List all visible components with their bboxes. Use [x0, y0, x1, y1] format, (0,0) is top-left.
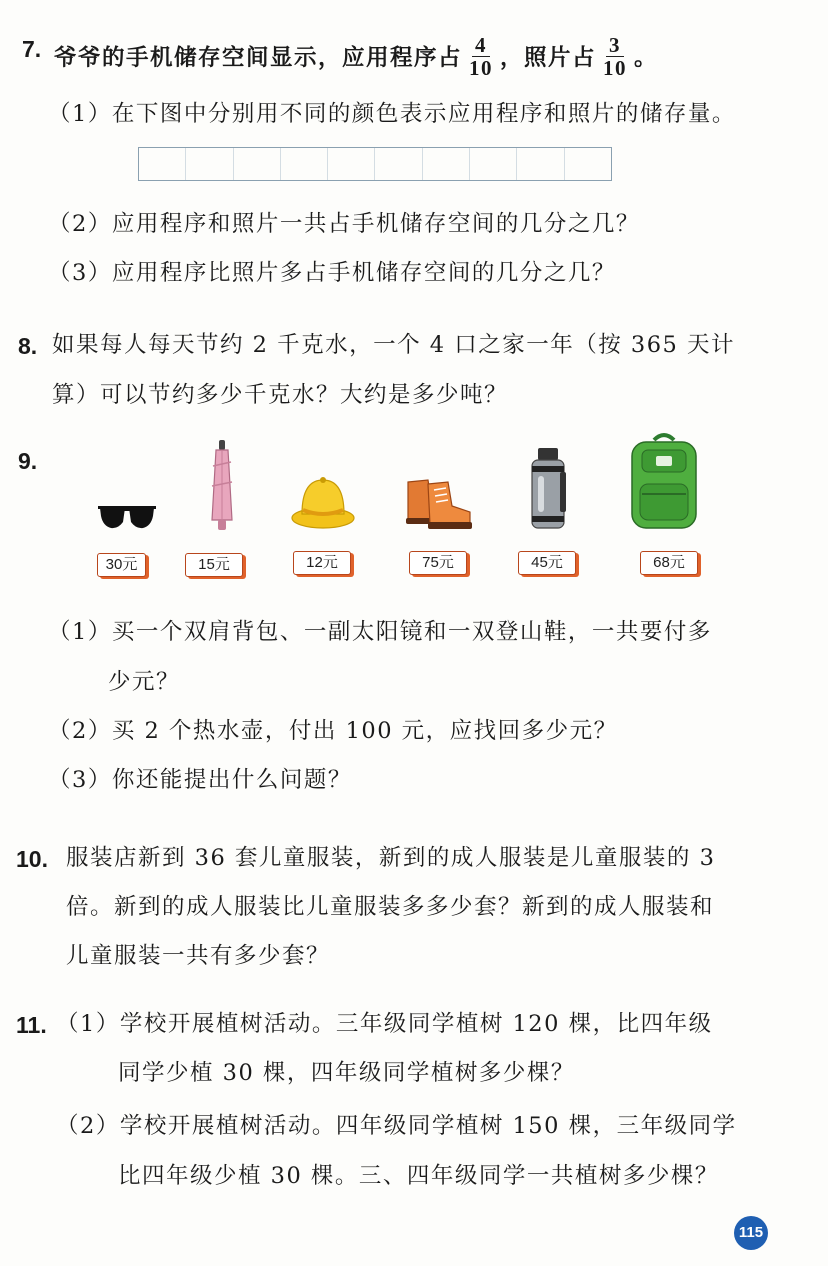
question-8-number: 8. [18, 333, 38, 359]
question-7-part-1: （1）在下图中分别用不同的颜色表示应用程序和照片的储存量。 [48, 101, 736, 127]
question-10-line-2: 倍。新到的成人服装比儿童服装多多少套？新到的成人服装和 [66, 894, 715, 920]
fraction-apps-numerator: 4 [472, 34, 490, 57]
question-7-number: 7. [22, 36, 42, 62]
storage-cell[interactable] [470, 148, 517, 180]
page-number: 115 [734, 1216, 768, 1250]
question-9-part-1-line-2: 少元？ [108, 669, 181, 695]
question-11-part-2-line-2: 比四年级少植 30 棵。三、四年级同学一共植树多少棵？ [118, 1163, 719, 1189]
question-9-part-3: （3）你还能提出什么问题？ [48, 767, 352, 793]
storage-cell[interactable] [375, 148, 422, 180]
question-11-number: 11. [16, 1012, 47, 1038]
question-9-part-1-line-1: （1）买一个双肩背包、一副太阳镜和一双登山鞋，一共要付多 [48, 619, 712, 645]
question-10-line-3: 儿童服装一共有多少套？ [66, 943, 331, 969]
fraction-photos-numerator: 3 [606, 34, 624, 57]
hat-icon [290, 474, 356, 530]
question-7-stem-part-a: 爷爷的手机储存空间显示，应用程序占 [54, 45, 463, 71]
fraction-photos [600, 34, 630, 79]
question-7-stem-part-b: ，照片占 [500, 45, 597, 71]
storage-cell[interactable] [234, 148, 281, 180]
sunglasses-icon [98, 502, 156, 532]
fraction-apps-denominator: 10 [469, 55, 494, 80]
fraction-apps [466, 34, 496, 79]
question-7-part-2: （2）应用程序和照片一共占手机储存空间的几分之几？ [48, 211, 640, 237]
question-10-number: 10. [16, 846, 48, 872]
fraction-photos-denominator: 10 [603, 55, 628, 80]
storage-cell[interactable] [281, 148, 328, 180]
price-tag-backpack: 68元 [640, 551, 698, 575]
price-tag-thermos: 45元 [518, 551, 576, 575]
storage-cell[interactable] [139, 148, 186, 180]
price-tag-umbrella: 15元 [185, 553, 243, 577]
question-10-line-1: 服装店新到 36 套儿童服装，新到的成人服装是儿童服装的 3 [66, 845, 716, 871]
question-11-part-1-line-1: （1）学校开展植树活动。三年级同学植树 120 棵，比四年级 [56, 1011, 713, 1037]
question-7-stem-part-c: 。 [634, 45, 659, 71]
question-7-stem [54, 28, 658, 84]
question-8-line-2: 算）可以节约多少千克水？大约是多少吨？ [52, 382, 509, 408]
price-tag-sunglasses: 30元 [97, 553, 146, 577]
question-11-part-2-line-1: （2）学校开展植树活动。四年级同学植树 150 棵，三年级同学 [56, 1113, 737, 1139]
storage-cell[interactable] [328, 148, 375, 180]
question-9-part-2: （2）买 2 个热水壶，付出 100 元，应找回多少元？ [48, 718, 618, 744]
question-8-line-1: 如果每人每天节约 2 千克水，一个 4 口之家一年（按 365 天计 [52, 332, 735, 358]
storage-cell[interactable] [565, 148, 611, 180]
umbrella-icon [204, 440, 240, 532]
price-tag-hiking-shoes: 75元 [409, 551, 467, 575]
storage-cell[interactable] [186, 148, 233, 180]
hiking-shoes-icon [404, 474, 476, 532]
storage-bar[interactable] [138, 147, 612, 181]
question-9-number: 9. [18, 448, 38, 474]
backpack-icon [626, 432, 702, 532]
question-11-part-1-line-2: 同学少植 30 棵，四年级同学植树多少棵？ [118, 1060, 575, 1086]
storage-cell[interactable] [423, 148, 470, 180]
price-tag-hat: 12元 [293, 551, 351, 575]
thermos-icon [528, 448, 568, 532]
question-7-part-3: （3）应用程序比照片多占手机储存空间的几分之几？ [48, 260, 616, 286]
storage-cell[interactable] [517, 148, 564, 180]
